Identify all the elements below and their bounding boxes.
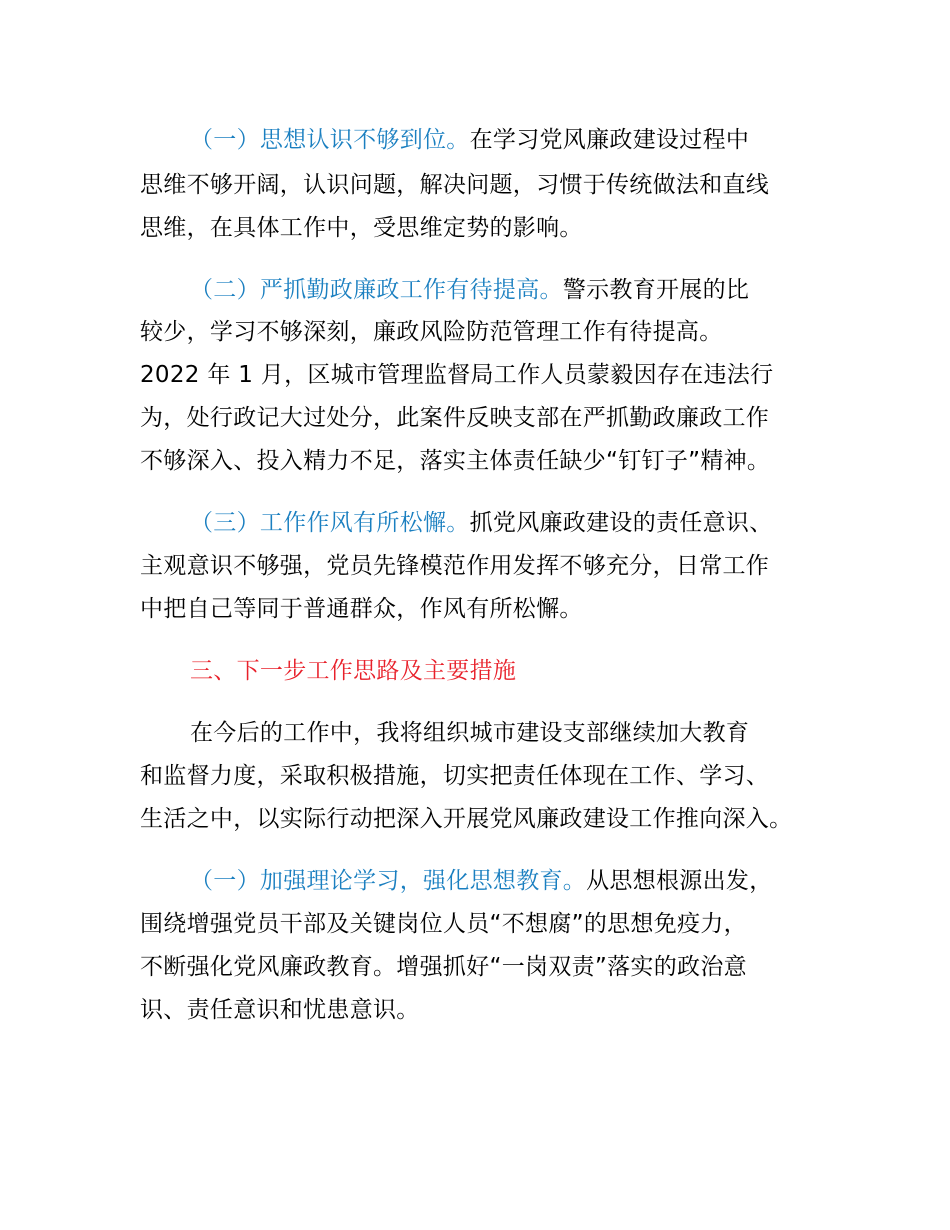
- p2-line-5: 不够深入、投入精力不足，落实主体责任缺少“钉钉子”精神。: [140, 448, 771, 474]
- p2-line-1-text: 警示教育开展的比: [562, 277, 750, 303]
- p1-line-2: 思维不够开阔，认识问题，解决问题，习惯于传统做法和直线: [140, 172, 770, 198]
- p4-line-2: 和监督力度，采取积极措施，切实把责任体现在工作、学习、: [140, 763, 770, 789]
- p2-line-1: [190, 275, 749, 305]
- p4-line-1: 在今后的工作中，我将组织城市建设支部继续加大教育: [190, 720, 750, 746]
- p5-line-4: 识、责任意识和忧患意识。: [140, 997, 420, 1023]
- p3-line-2: 主观意识不够强，党员先锋模范作用发挥不够充分，日常工作: [140, 553, 770, 579]
- section-3-title: 三、下一步工作思路及主要措施: [190, 658, 517, 684]
- p1-heading: （一）思想认识不够到位。: [190, 127, 470, 153]
- p1-line-1: [190, 125, 749, 155]
- p5-line-2: 围绕增强党员干部及关键岗位人员“不想腐”的思想免疫力，: [140, 911, 747, 937]
- p2-line-3: 2022 年 1 月，区城市管理监督局工作人员蒙毅因存在违法行: [140, 362, 774, 388]
- p2-line-4: 为，处行政记大过处分，此案件反映支部在严抓勤政廉政工作: [140, 405, 770, 431]
- p2-heading: （二）严抓勤政廉政工作有待提高。: [190, 277, 563, 303]
- p5-line-3: 不断强化党风廉政教育。增强抓好“一岗双责”落实的政治意: [140, 954, 747, 980]
- p5-heading: （一）加强理论学习，强化思想教育。: [190, 868, 587, 894]
- p3-line-1: [190, 508, 773, 538]
- p1-line-3: 思维，在具体工作中，受思维定势的影响。: [140, 215, 583, 241]
- p1-line-1-text: 在学习党风廉政建设过程中: [469, 127, 750, 153]
- p2-line-2: 较少，学习不够深刻，廉政风险防范管理工作有待提高。: [140, 319, 723, 345]
- p4-line-3: 生活之中，以实际行动把深入开展党风廉政建设工作推向深入。: [140, 806, 793, 832]
- p5-line-1: [190, 866, 773, 896]
- p3-heading: （三）工作作风有所松懈。: [190, 510, 470, 536]
- p3-line-1-text: 抓党风廉政建设的责任意识、: [469, 510, 773, 536]
- p3-line-3: 中把自己等同于普通群众，作风有所松懈。: [140, 596, 583, 622]
- p5-line-1-text: 从思想根源出发，: [586, 868, 773, 894]
